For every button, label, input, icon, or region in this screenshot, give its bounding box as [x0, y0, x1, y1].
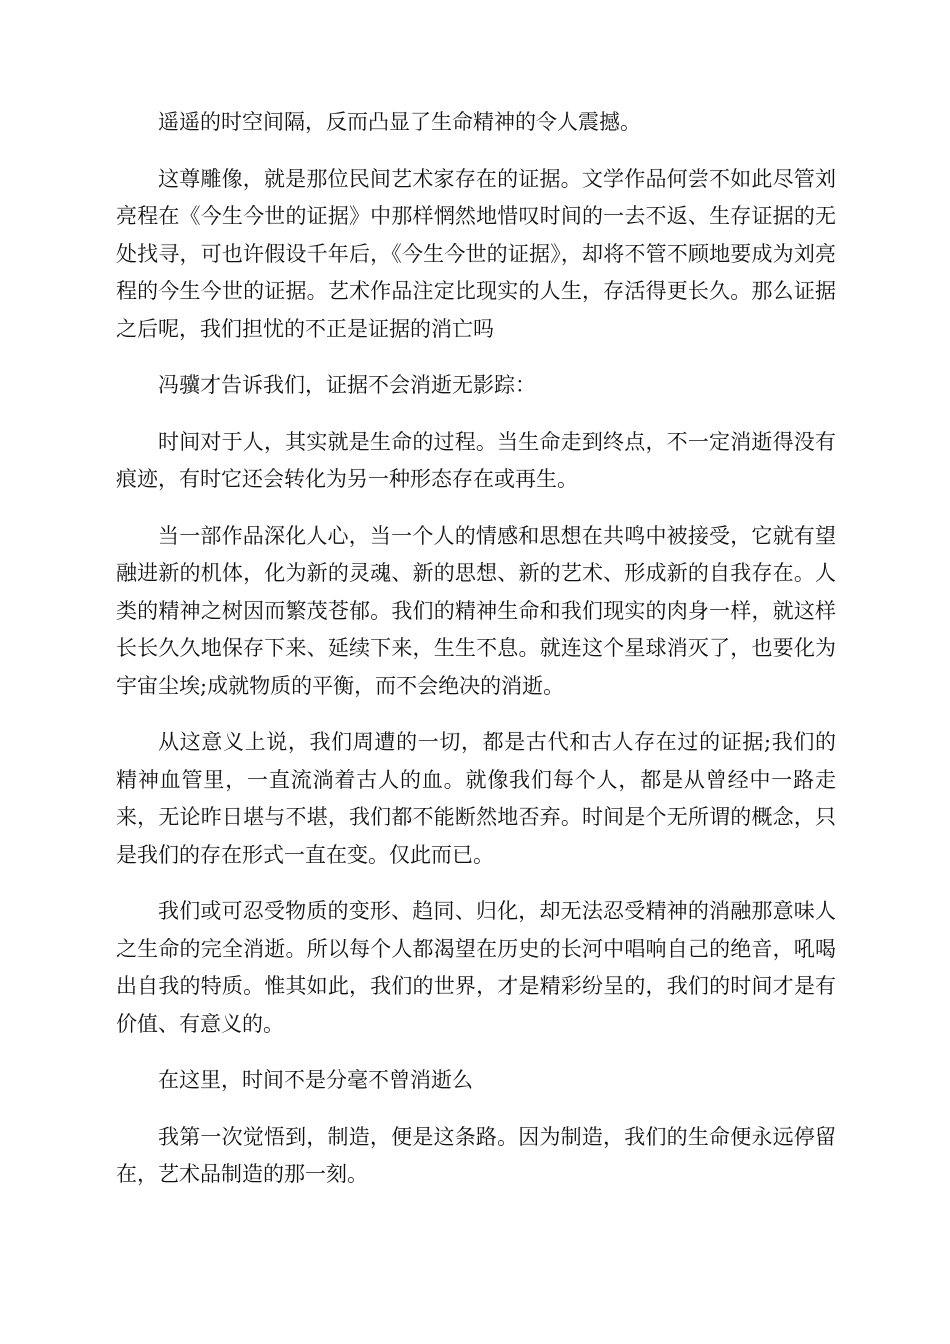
paragraph: 冯骥才告诉我们，证据不会消逝无影踪：: [158, 373, 536, 397]
paragraph: 当一部作品深化人心，当一个人的情感和思想在共鸣中被接受，它就有望融进新的机体，化为新的灵魂、新的思想、新的艺术、形成新的自我存在。人类的精神之树因而繁茂苍郁。我们的精神生命和我们现实的肉身一样，就这样长长久久地保存下来、延续下来，生生不息。就连这个星球消灭了，也要化为宇宙尘埃;成就物质的平衡，而不会绝决的消逝。: [116, 523, 836, 698]
paragraph: 这尊雕像，就是那位民间艺术家存在的证据。文学作品何尝不如此尽管刘亮程在《今生今世的证据》中那样惘然地惜叹时间的一去不返、生存证据的无处找寻，可也许假设千年后，《今生今世的证据》，却将不管不顾地要成为刘亮程的今生今世的证据。艺术作品注定比现实的人生，存活得更长久。那么证据之后呢，我们担忧的不正是证据的消亡吗: [116, 166, 836, 341]
document-body: [116, 104, 836, 1213]
paragraph: 从这意义上说，我们周遭的一切，都是古代和古人存在过的证据;我们的精神血管里，一直流淌着古人的血。就像我们每个人，都是从曾经中一路走来，无论昨日堪与不堪，我们都不能断然地否弃。时间是个无所谓的概念，只是我们的存在形式一直在变。仅此而已。: [116, 730, 836, 867]
paragraph: 在这里，时间不是分毫不曾消逝么: [158, 1068, 473, 1092]
paragraph: 时间对于人，其实就是生命的过程。当生命走到终点，不一定消逝得没有痕迹，有时它还会转化为另一种形态存在或再生。: [116, 429, 836, 491]
paragraph: 我们或可忍受物质的变形、趋同、归化，却无法忍受精神的消融那意味人之生命的完全消逝。所以每个人都渴望在历史的长河中唱响自己的绝音，吼喝出自我的特质。惟其如此，我们的世界，才是精彩纷呈的，我们的时间才是有价值、有意义的。: [116, 899, 836, 1036]
paragraph: 我第一次觉悟到，制造，便是这条路。因为制造，我们的生命便永远停留在，艺术品制造的那一刻。: [116, 1124, 836, 1186]
paragraph: 遥遥的时空间隔，反而凸显了生命精神的令人震撼。: [158, 110, 641, 134]
